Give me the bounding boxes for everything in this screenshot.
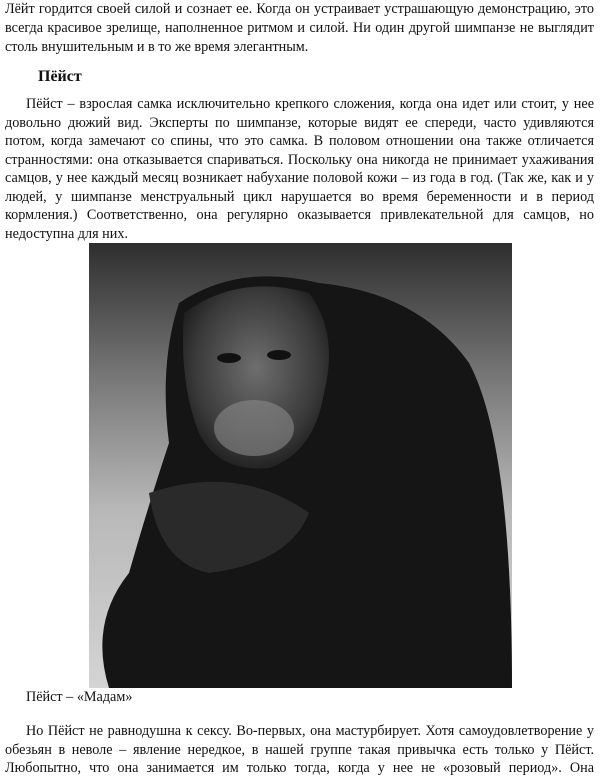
text-line: довольно дюжий вид. Эксперты по шимпанзе, которые видят ее спереди, часто удивляются bbox=[5, 114, 594, 131]
text-line: самцов, у нее каждый месяц возникает набухание половой кожи – из года в год. (Так же, как и у bbox=[5, 170, 594, 186]
text-line: столь внушительным и в то же время элегантным. bbox=[5, 39, 309, 55]
text-line: Но Пёйст не равнодушна к сексу. Во-первых, она мастурбирует. Хотя самоудовлетворение у bbox=[26, 723, 594, 739]
text-line: Пёйст – взрослая самка исключительно крепкого сложения, когда она идет или стоит, у нее bbox=[26, 96, 594, 112]
chimpanzee-illustration bbox=[89, 243, 512, 688]
text-line: недоступна для них. bbox=[5, 225, 128, 242]
text-line: всегда красивое зрелище, наполненное ритмом и силой. Ни один другой шимпанзе не выглядит bbox=[5, 20, 594, 36]
section-heading: Пёйст bbox=[38, 68, 82, 85]
photo-caption: Пёйст – «Мадам» bbox=[26, 689, 133, 705]
text-line: Любопытно, что она занимается им только тогда, когда у нее не «розовый период». Она bbox=[5, 760, 594, 776]
text-line: людей, у шимпанзе менструальный цикл нарушается во время беременности и в период bbox=[5, 188, 594, 205]
chimpanzee-photo bbox=[89, 243, 512, 688]
text-line: странностями: она отказывается спариваться. Поскольку она никогда не принимает ухаживания bbox=[5, 151, 594, 168]
text-line: кормления.) Соответственно, она регулярно оказывается привлекательной для самцов, но bbox=[5, 207, 594, 223]
text-line: обезьян в неволе – явление нередкое, в нашей группе такая привычка есть только у Пёйст. bbox=[5, 741, 594, 758]
text-line: Лёйт гордится своей силой и сознает ее. Когда он устраивает устрашающую демонстрацию, это bbox=[5, 1, 594, 17]
text-line: потом, когда замечают со спины, что это самка. В половом отношении она также отличается bbox=[5, 133, 594, 149]
